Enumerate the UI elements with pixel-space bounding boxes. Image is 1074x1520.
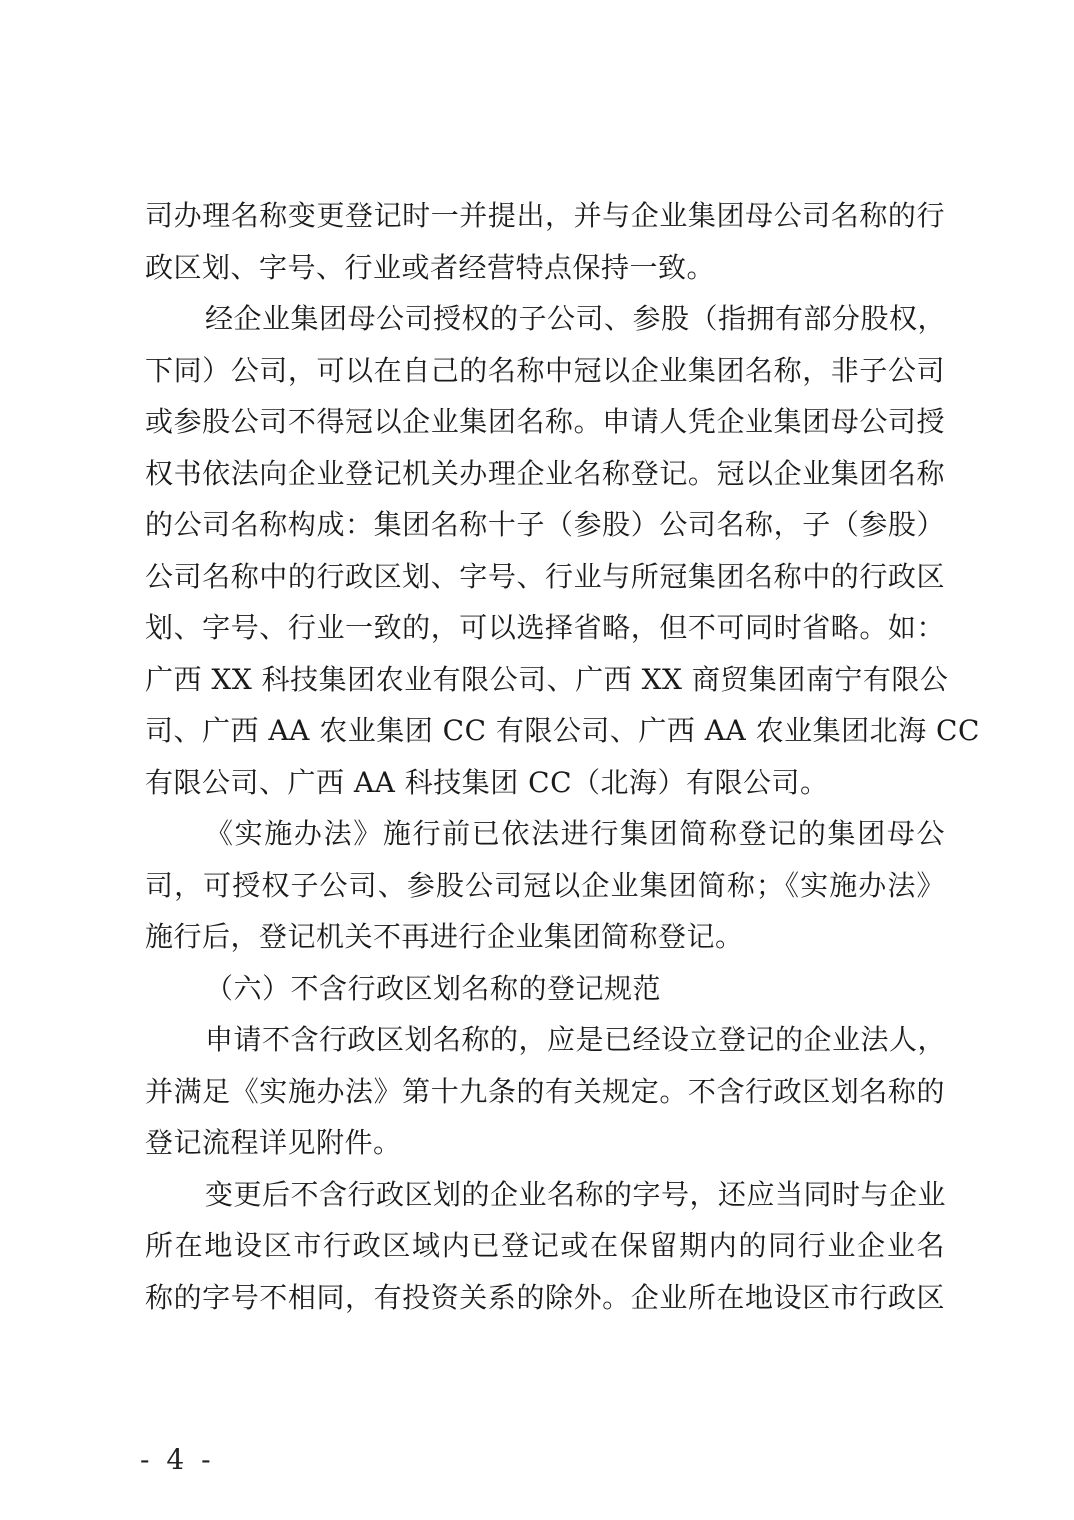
paragraph-line: 施行后，登记机关不再进行企业集团简称登记。 bbox=[145, 920, 744, 953]
paragraph-line: 政区划、字号、行业或者经营特点保持一致。 bbox=[145, 250, 716, 284]
paragraph-line: 下同）公司，可以在自己的名称中冠以企业集团名称，非子公司 bbox=[145, 353, 945, 387]
paragraph-line: 的公司名称构成：集团名称十子（参股）公司名称，子（参股） bbox=[145, 508, 945, 541]
paragraph-line: 司，可授权子公司、参股公司冠以企业集团简称；《实施办法》 bbox=[145, 868, 945, 902]
paragraph-line: 广西 XX 科技集团农业有限公司、广西 XX 商贸集团南宁有限公 bbox=[145, 662, 949, 696]
paragraph-line: 司办理名称变更登记时一并提出，并与企业集团母公司名称的行 bbox=[145, 199, 945, 232]
paragraph-line: 所在地设区市行政区域内已登记或在保留期内的同行业企业名 bbox=[145, 1229, 945, 1262]
paragraph-line: 公司名称中的行政区划、字号、行业与所冠集团名称中的行政区 bbox=[145, 559, 945, 593]
section-heading: （六）不含行政区划名称的登记规范 bbox=[205, 971, 662, 1005]
paragraph-line: 司、广西 AA 农业集团 CC 有限公司、广西 AA 农业集团北海 CC bbox=[145, 714, 980, 747]
paragraph-line: 称的字号不相同，有投资关系的除外。企业所在地设区市行政区 bbox=[145, 1280, 945, 1314]
paragraph-line: 登记流程详见附件。 bbox=[145, 1126, 402, 1159]
paragraph-line: 或参股公司不得冠以企业集团名称。申请人凭企业集团母公司授 bbox=[145, 405, 945, 438]
paragraph-line: 并满足《实施办法》第十九条的有关规定。不含行政区划名称的 bbox=[145, 1074, 945, 1108]
paragraph-line: 有限公司、广西 AA 科技集团 CC（北海）有限公司。 bbox=[145, 765, 829, 799]
paragraph-line: 划、字号、行业一致的，可以选择省略，但不可同时省略。如： bbox=[145, 611, 945, 644]
paragraph-line: 《实施办法》施行前已依法进行集团简称登记的集团母公 bbox=[205, 817, 945, 850]
paragraph-line: 经企业集团母公司授权的子公司、参股（指拥有部分股权， bbox=[205, 302, 947, 335]
paragraph-line: 申请不含行政区划名称的，应是已经设立登记的企业法人， bbox=[205, 1023, 947, 1056]
paragraph-line: 权书依法向企业登记机关办理企业名称登记。冠以企业集团名称 bbox=[145, 456, 945, 490]
paragraph-line: 变更后不含行政区划的企业名称的字号，还应当同时与企业 bbox=[205, 1177, 947, 1211]
document-body bbox=[145, 190, 980, 1323]
page-number: - 4 - bbox=[140, 1443, 215, 1476]
